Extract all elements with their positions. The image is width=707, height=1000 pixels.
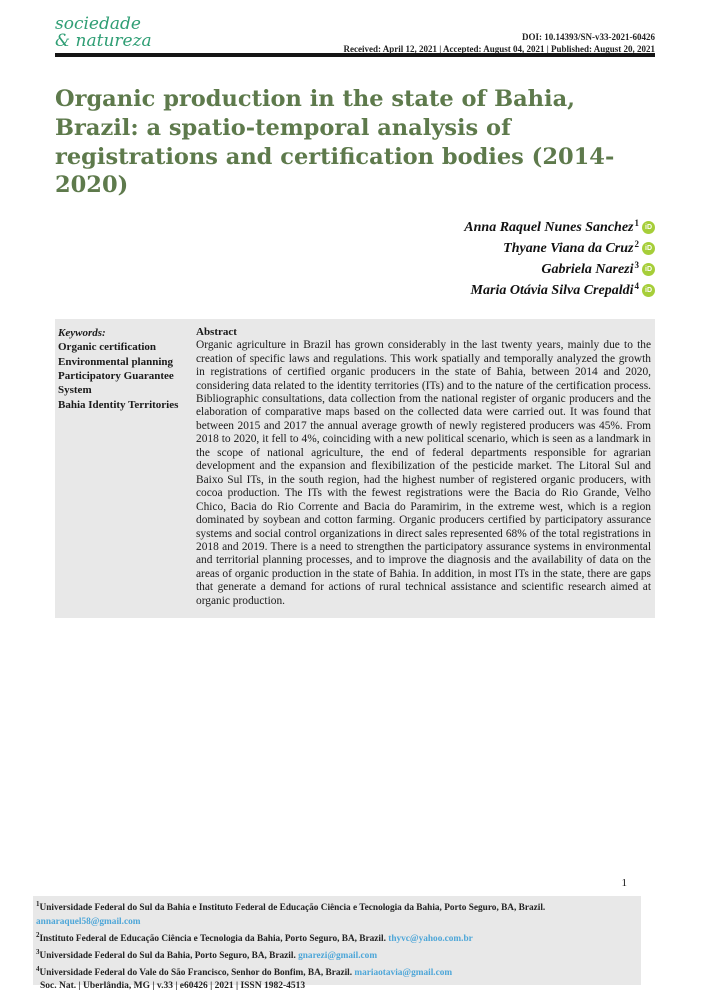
keyword-item: Environmental planning bbox=[58, 355, 174, 368]
journal-header bbox=[55, 16, 655, 57]
page-number: 1 bbox=[621, 877, 627, 889]
footnotes-block bbox=[33, 896, 641, 985]
author-name: Gabriela Narezi bbox=[541, 261, 634, 277]
author-row bbox=[55, 238, 655, 259]
footnote bbox=[36, 930, 635, 947]
footnote-email-link[interactable]: annaraquel58@gmail.com bbox=[36, 917, 141, 928]
author-affiliation-sup: 2 bbox=[634, 238, 639, 249]
author-row bbox=[55, 217, 655, 238]
author-row bbox=[55, 259, 655, 280]
footnote-email-link[interactable]: gnarezi@gmail.com bbox=[298, 951, 378, 962]
author-affiliation-sup: 1 bbox=[634, 217, 639, 228]
footnote bbox=[36, 964, 635, 981]
footnote-sup: 3 bbox=[36, 948, 40, 956]
keyword-item: Bahia Identity Territories bbox=[58, 398, 179, 411]
footnote-text: Universidade Federal do Sul da Bahia e Instituto Federal de Educação Ciência e Tecnologia da Bahia, Porto Seguro, BA, Brazil. bbox=[39, 903, 546, 914]
authors-list bbox=[55, 217, 655, 301]
footnote-text: Universidade Federal do Sul da Bahia, Porto Seguro, BA, Brazil. bbox=[39, 951, 299, 962]
author-affiliation-sup: 4 bbox=[634, 280, 639, 291]
footnote bbox=[36, 947, 635, 964]
footnote bbox=[36, 899, 635, 930]
author-name: Anna Raquel Nunes Sanchez bbox=[464, 219, 634, 235]
keyword-item: Participatory Guarantee System bbox=[58, 370, 174, 397]
orcid-icon[interactable]: iD bbox=[642, 263, 655, 276]
footnote-email-link[interactable]: thyvc@yahoo.com.br bbox=[388, 934, 473, 945]
keyword-item: Organic certification bbox=[58, 341, 157, 354]
footnote-sup: 2 bbox=[36, 930, 40, 939]
abstract-column bbox=[196, 326, 651, 608]
author-affiliation-sup: 3 bbox=[634, 259, 639, 270]
journal-logo-line1: sociedade bbox=[55, 14, 141, 34]
dates-text: Received: April 12, 2021 | Accepted: August 04, 2021 | Published: August 20, 2021 bbox=[343, 44, 655, 54]
orcid-icon[interactable]: iD bbox=[642, 284, 655, 297]
journal-footer: Soc. Nat. | Uberlândia, MG | v.33 | e60426 | 2021 | ISSN 1982-4513 bbox=[40, 981, 306, 991]
abstract-label: Abstract bbox=[196, 326, 237, 339]
keywords-column bbox=[58, 326, 196, 608]
author-name: Maria Otávia Silva Crepaldi bbox=[470, 282, 634, 298]
footnote-text: Universidade Federal do Vale do São Francisco, Senhor do Bonfim, BA, Brazil. bbox=[39, 968, 355, 979]
abstract-block bbox=[55, 319, 655, 618]
footnote-sup: 1 bbox=[36, 900, 40, 908]
orcid-icon[interactable]: iD bbox=[642, 242, 655, 255]
footnote-sup: 4 bbox=[36, 965, 40, 974]
orcid-icon[interactable]: iD bbox=[642, 221, 655, 234]
article-title: Organic production in the state of Bahia, Brazil: a spatio-temporal analysis of registrations and certification bodies (2014-2020) bbox=[55, 86, 615, 199]
author-row bbox=[55, 280, 655, 301]
keywords-label: Keywords: bbox=[58, 327, 106, 340]
footnote-email-link[interactable]: mariaotavia@gmail.com bbox=[354, 968, 453, 979]
header-meta bbox=[344, 32, 655, 54]
footnote-text: Instituto Federal de Educação Ciência e Tecnologia da Bahia, Porto Seguro, BA, Brazil. bbox=[39, 934, 389, 945]
doi-text: DOI: 10.14393/SN-v33-2021-60426 bbox=[522, 32, 655, 42]
journal-logo-line2: & natureza bbox=[55, 31, 152, 51]
author-name: Thyane Viana da Cruz bbox=[503, 240, 634, 256]
abstract-text: Organic agriculture in Brazil has grown considerably in the last twenty years, mainly due to the creation of specific laws and regulations. This work spatially and temporally analyzed the growth in registrations of certified organic producers in the state of Bahia, between 2014 and 2020, considering data related to the identity territories (ITs) and to the nature of the certification process. Bibliographic consultations, data collection from the national register of organic producers and the elaboration of comparative maps based on the collected data were carried out. It was found that between 2015 and 2017 the annual average growth of newly registered producers was 45%. From 2018 to 2020, it fell to 4%, coinciding with a new political scenario, which is seen as a landmark in the scope of national agriculture, the end of federal departments responsible for agrarian development and the expansion and flexibilization of the pesticide market. The Litoral Sul and Baixo Sul ITs, in the south region, had the highest number of registered organic producers, with cocoa production. The ITs with the fewest registrations were the Bacia do Rio Grande, Velho Chico, Bacia do Rio Corrente and Bacia do Paramirim, in the extreme west, which is a region dominated by soybean and cotton farming. Organic producers certified by participatory assurance systems and social control organizations in direct sales represented 68% of the total registrations in 2018 and 2019. There is a need to strengthen the participatory assurance systems in environmental and territorial planning processes, and to improve the diagnosis and the availability of data on the areas of organic production in the state of Bahia. In addition, in most ITs in the state, there are gaps that generate a demand for actions of rural technical assistance and scientific research aimed at organic production. bbox=[196, 339, 651, 607]
